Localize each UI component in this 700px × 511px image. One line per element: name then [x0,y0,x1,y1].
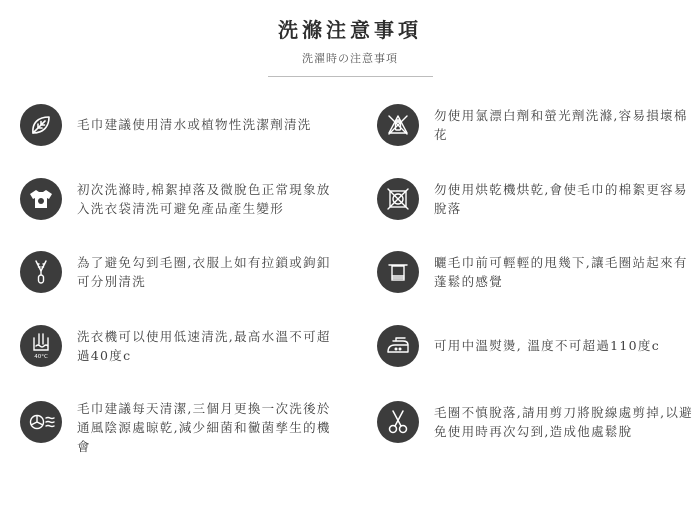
leaf-icon [20,104,62,146]
page-title: 洗滌注意事項 [278,18,422,42]
no-tumble-dry-icon [377,178,419,220]
care-text: 毛巾建議每天清潔,三個月更換一次洗後於通風陰源處晾乾,減少細菌和黴菌孳生的機會 [77,401,331,454]
title-divider [268,76,433,77]
care-text: 毛圈不慎脫落,請用剪刀將脫線處剪掉,以避免使用時再次勾到,造成他處鬆脫 [434,405,693,439]
care-text: 洗衣機可以使用低速清洗,最高水溫不可超過40度c [77,329,331,363]
iron-icon [377,325,419,367]
wash-temp-label: 40°C [34,354,48,360]
no-bleach-icon [377,104,419,146]
care-text: 勿使用烘乾機烘乾,會使毛巾的棉絮更容易脫落 [434,182,688,216]
care-text: 曬毛巾前可輕輕的甩幾下,讓毛圈站起來有蓬鬆的感覺 [434,255,688,289]
care-text: 毛巾建議使用清水或植物性洗潔劑清洗 [77,117,312,132]
scissors-icon [377,401,419,443]
care-text: 勿使用氯漂白劑和螢光劑洗滌,容易損壞棉花 [434,108,688,142]
shirt-icon [20,178,62,220]
ventilation-fan-icon [20,401,62,443]
care-text: 為了避免勾到毛圈,衣服上如有拉鎖或鉤釦可分別清洗 [77,255,331,289]
wash-40c-icon [20,325,62,367]
care-text: 可用中溫熨燙, 溫度不可超過110度c [434,338,661,353]
zipper-icon [20,251,62,293]
hanging-towel-icon [377,251,419,293]
page-subtitle: 洗濯時の注意事項 [302,52,398,65]
care-text: 初次洗滌時,棉絮掉落及微脫色正常現象放入洗衣袋清洗可避免產品產生變形 [77,182,331,216]
